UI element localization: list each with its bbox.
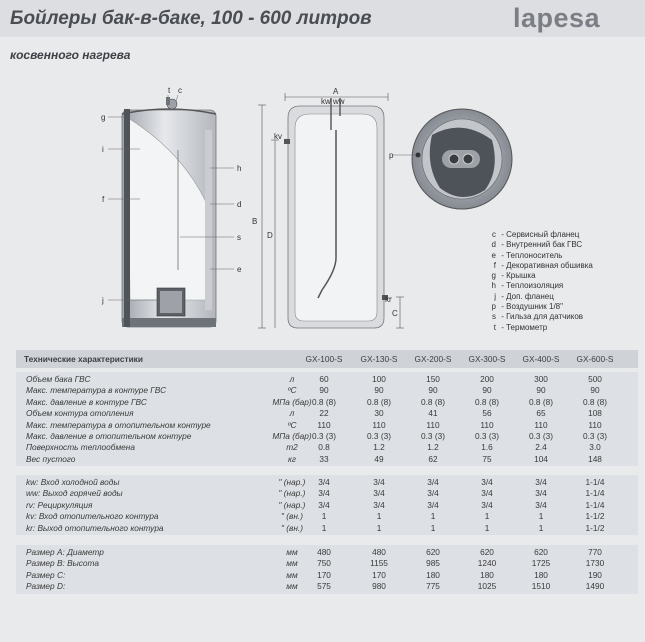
label-c: c — [178, 86, 182, 95]
row-label: Макс. температура в контуре ГВС — [26, 385, 167, 396]
table-cell: 770 — [588, 547, 602, 557]
label-kw-ww: kw ww — [321, 97, 345, 106]
table-cell: 190 — [588, 569, 602, 580]
row-unit: " (нар.) — [278, 477, 306, 487]
legend-text: Сервисный фланец — [506, 230, 580, 239]
page-title: Бойлеры бак-в-баке, 100 - 600 литров — [10, 8, 372, 29]
table-cell: 1-1/4 — [585, 477, 605, 487]
table-cell: 0.3 (3) — [583, 431, 607, 441]
legend-key: d — [491, 240, 496, 250]
legend-item — [482, 230, 593, 240]
table-cell: 0.3 (3) — [312, 431, 336, 441]
legend-key: j — [494, 291, 496, 301]
legend-key: e — [491, 250, 496, 260]
row-label: Размер D: — [26, 581, 66, 592]
row-label: Макс. температура в отопительном контуре — [26, 419, 211, 430]
table-cell: 90 — [374, 385, 384, 396]
table-row — [16, 454, 638, 465]
table-cell: 150 — [426, 374, 440, 384]
table-cell: 180 — [480, 569, 494, 580]
table-row — [16, 477, 638, 488]
table-cell: 1-1/2 — [585, 522, 605, 533]
label-f: f — [102, 195, 105, 204]
row-unit: мм — [286, 569, 298, 580]
row-unit: ºC — [287, 419, 297, 430]
legend-dash: - — [499, 230, 507, 239]
table-cell: 1-1/2 — [585, 511, 605, 522]
legend-text: Термометр — [506, 322, 548, 332]
table-cell: 1510 — [531, 581, 551, 592]
table-cell: 170 — [372, 569, 386, 580]
table-cell: 1 — [321, 511, 327, 522]
row-label: kw: Вход холодной воды — [26, 477, 120, 487]
table-cell: 1725 — [531, 558, 551, 569]
row-label: Размер A: Диаметр — [26, 547, 104, 557]
label-e: e — [237, 265, 242, 274]
table-cell: 90 — [482, 385, 492, 396]
table-cell: 0.3 (3) — [475, 431, 499, 441]
label-p: p — [389, 151, 394, 160]
table-cell: 3/4 — [481, 499, 493, 510]
table-cell: 1155 — [370, 558, 388, 569]
legend-text: Теплоизоляция — [506, 281, 564, 291]
table-cell: 90 — [428, 385, 438, 396]
page-subtitle: косвенного нагрева — [10, 48, 131, 62]
legend-text: Крышка — [506, 271, 536, 281]
table-cell: 985 — [426, 558, 440, 569]
table-cell: 575 — [317, 581, 331, 592]
table-cell: 1.2 — [373, 442, 385, 453]
table-cell: 1 — [484, 511, 490, 522]
legend-key: t — [493, 322, 496, 332]
table-row — [16, 431, 638, 442]
legend-key: s — [492, 312, 496, 322]
label-t: t — [168, 86, 171, 95]
table-cell: 180 — [534, 569, 548, 580]
table-row — [16, 397, 638, 408]
table-cell: 750 — [317, 558, 331, 569]
legend-item — [482, 281, 593, 291]
table-cell: 1 — [376, 522, 382, 533]
row-label: Макс. давление в контуре ГВС — [26, 396, 147, 407]
label-A: A — [333, 87, 339, 96]
table-cell: 2.4 — [535, 442, 547, 453]
table-cell: 3/4 — [481, 477, 493, 487]
table-cell: 180 — [426, 569, 440, 580]
row-unit: " (вн.) — [281, 522, 303, 533]
table-cell: 3.0 — [589, 442, 601, 453]
legend-item — [482, 240, 593, 250]
table-row — [16, 442, 638, 453]
legend-item — [482, 271, 593, 281]
table-cell: 110 — [480, 419, 494, 430]
table-row — [16, 570, 638, 581]
table-cell: 110 — [317, 419, 331, 430]
legend-dash: - — [499, 260, 507, 270]
model-header: GX-200-S — [414, 354, 452, 364]
table-cell: 1025 — [477, 581, 497, 592]
table-cell: 620 — [426, 547, 440, 557]
table-cell: 30 — [374, 408, 384, 419]
table-row — [16, 523, 638, 534]
label-D: D — [267, 231, 273, 240]
table-cell: 100 — [372, 374, 386, 384]
table-cell: 148 — [588, 453, 602, 464]
table-cell: 200 — [480, 374, 494, 384]
legend-text: Внутренний бак ГВС — [506, 240, 583, 250]
table-cell: 620 — [534, 547, 548, 557]
table-cell: 0.8 (8) — [529, 396, 553, 407]
table-cell: 1-1/4 — [585, 499, 605, 510]
table-cell: 22 — [319, 408, 329, 419]
row-unit: ºC — [287, 385, 297, 396]
table-cell: 0.8 (8) — [367, 396, 391, 407]
legend-dash: - — [499, 302, 507, 312]
row-label: ww: Выход горячей воды — [26, 488, 123, 499]
table-cell: 62 — [428, 453, 438, 464]
legend-dash: - — [499, 281, 507, 291]
label-d: d — [237, 200, 242, 209]
table-cell: 3/4 — [535, 488, 547, 499]
table-cell: 170 — [317, 569, 331, 580]
row-unit: m2 — [286, 442, 298, 453]
table-cell: 110 — [372, 419, 386, 430]
table-row — [16, 408, 638, 419]
table-cell: 110 — [588, 419, 602, 430]
row-label: Размер B: Высота — [26, 558, 99, 569]
table-cell: 0.8 (8) — [312, 396, 336, 407]
table-cell: 0.8 (8) — [475, 396, 499, 407]
table-cell: 104 — [534, 453, 548, 464]
table-row — [16, 511, 638, 522]
table-cell: 90 — [536, 385, 546, 396]
legend-item — [482, 323, 593, 333]
table-row — [16, 500, 638, 511]
legend-key: c — [492, 230, 496, 239]
label-kr: kr — [385, 295, 392, 304]
table-cell: 1 — [538, 511, 544, 522]
label-s: s — [237, 233, 241, 242]
table-cell: 3/4 — [373, 488, 385, 499]
legend-key: g — [491, 271, 496, 281]
table-cell: 108 — [588, 408, 602, 419]
table-cell: 0.3 (3) — [367, 431, 391, 441]
row-label: Поверхность теплообмена — [26, 442, 135, 453]
table-cell: 3/4 — [427, 488, 439, 499]
table-cell: 1 — [484, 522, 490, 533]
table-cell: 1.2 — [427, 442, 439, 453]
table-header — [16, 350, 638, 368]
table-cell: 3/4 — [535, 477, 547, 487]
row-label: kr: Выход отопительного контура — [26, 522, 164, 533]
legend-dash: - — [499, 322, 507, 332]
table-cell: 110 — [534, 419, 548, 430]
legend-text: Декоративная обшивка — [506, 260, 593, 270]
table-cell: 1 — [430, 511, 436, 522]
table-cell: 49 — [374, 453, 384, 464]
legend-item — [482, 251, 593, 261]
table-cell: 75 — [482, 453, 492, 464]
table-row — [16, 374, 638, 385]
table-cell: 3/4 — [318, 488, 330, 499]
table-cell: 0.8 — [318, 442, 330, 453]
model-header: GX-130-S — [360, 354, 398, 364]
legend-dash: - — [499, 312, 507, 322]
table-cell: 500 — [588, 374, 602, 384]
legend-key: h — [491, 281, 496, 291]
model-header: GX-400-S — [522, 354, 560, 364]
legend-dash: - — [499, 271, 507, 281]
legend-key: f — [493, 260, 496, 270]
legend-text: Гильза для датчиков — [506, 312, 584, 322]
table-cell: 1 — [321, 522, 327, 533]
table-cell: 300 — [534, 374, 548, 384]
row-label: Макс. давление в отопительном контуре — [26, 431, 192, 441]
table-row — [16, 558, 638, 569]
row-unit: л — [289, 408, 295, 419]
table-cell: 480 — [372, 547, 386, 557]
row-label: Объем контура отопления — [26, 408, 134, 419]
table-cell: 3/4 — [427, 499, 439, 510]
legend-text: Доп. фланец — [506, 291, 554, 301]
table-cell: 3/4 — [318, 477, 330, 487]
legend-text: Теплоноситель — [506, 250, 563, 260]
model-header: GX-100-S — [305, 354, 343, 364]
table-cell: 775 — [426, 581, 440, 592]
table-row — [16, 581, 638, 592]
model-header: GX-300-S — [468, 354, 506, 364]
row-label: Объем бака ГВС — [26, 374, 91, 384]
table-row — [16, 488, 638, 499]
table-cell: 33 — [319, 453, 329, 464]
row-unit: мм — [286, 581, 298, 592]
table-row — [16, 547, 638, 558]
row-unit: МПа (бар) — [272, 431, 312, 441]
legend-key: p — [491, 302, 496, 312]
table-cell: 56 — [482, 408, 492, 419]
table-cell: 0.8 (8) — [583, 396, 607, 407]
table-cell: 3/4 — [535, 499, 547, 510]
model-header: GX-600-S — [576, 354, 614, 364]
label-j: j — [102, 296, 104, 305]
legend-dash: - — [499, 240, 507, 250]
table-cell: 3/4 — [481, 488, 493, 499]
table-cell: 1-1/4 — [585, 488, 605, 499]
table-cell: 65 — [536, 408, 546, 419]
legend — [482, 230, 593, 333]
row-unit: мм — [286, 558, 298, 569]
row-unit: " (нар.) — [278, 499, 306, 510]
table-cell: 0.3 (3) — [529, 431, 553, 441]
table-cell: 3/4 — [373, 499, 385, 510]
row-unit: " (нар.) — [278, 488, 306, 499]
label-B: B — [252, 217, 258, 226]
label-kv: kv — [274, 132, 282, 141]
legend-text: Воздушник 1/8" — [506, 302, 563, 312]
cutaway-drawing — [122, 97, 216, 327]
row-label: Вес пустого — [26, 453, 76, 464]
label-i: i — [102, 145, 104, 154]
table-cell: 3/4 — [373, 477, 385, 487]
table-cell: 90 — [319, 385, 329, 396]
row-label: rv: Рециркуляция — [26, 499, 93, 510]
label-C: C — [392, 309, 398, 318]
legend-dash: - — [499, 250, 507, 260]
table-cell: 480 — [317, 547, 331, 557]
table-cell: 0.3 (3) — [421, 431, 445, 441]
table-row — [16, 420, 638, 431]
table-cell: 1730 — [585, 558, 605, 569]
row-unit: МПа (бар) — [272, 396, 312, 407]
table-cell: 90 — [590, 385, 600, 396]
table-cell: 3/4 — [427, 477, 439, 487]
table-cell: 1 — [538, 522, 544, 533]
row-label: kv: Вход отопительного контура — [26, 511, 159, 522]
row-unit: " (вн.) — [281, 511, 303, 522]
table-cell: 3/4 — [318, 499, 330, 510]
table-heading: Технические характеристики — [24, 354, 143, 364]
table-cell: 620 — [480, 547, 494, 557]
legend-dash: - — [499, 291, 507, 301]
table-cell: 0.8 (8) — [421, 396, 445, 407]
table-cell: 1.6 — [481, 442, 493, 453]
row-unit: мм — [286, 547, 298, 557]
table-cell: 41 — [428, 408, 438, 419]
row-label: Размер C: — [26, 569, 66, 580]
table-cell: 1490 — [585, 581, 605, 592]
top-view-drawing — [412, 109, 512, 209]
table-cell: 1 — [430, 522, 436, 533]
brand-logo: lapesa — [513, 3, 601, 33]
table-cell: 980 — [372, 581, 386, 592]
table-cell: 1240 — [477, 558, 497, 569]
legend-item — [482, 312, 593, 322]
label-g: g — [101, 113, 106, 122]
section-drawing — [258, 93, 404, 328]
row-unit: кг — [287, 453, 296, 464]
legend-item — [482, 261, 593, 271]
table-cell: 60 — [319, 374, 329, 384]
legend-item — [482, 302, 593, 312]
table-row — [16, 385, 638, 396]
legend-item — [482, 292, 593, 302]
label-h: h — [237, 164, 242, 173]
row-unit: л — [289, 374, 295, 384]
table-cell: 1 — [376, 511, 382, 522]
table-cell: 110 — [426, 419, 440, 430]
